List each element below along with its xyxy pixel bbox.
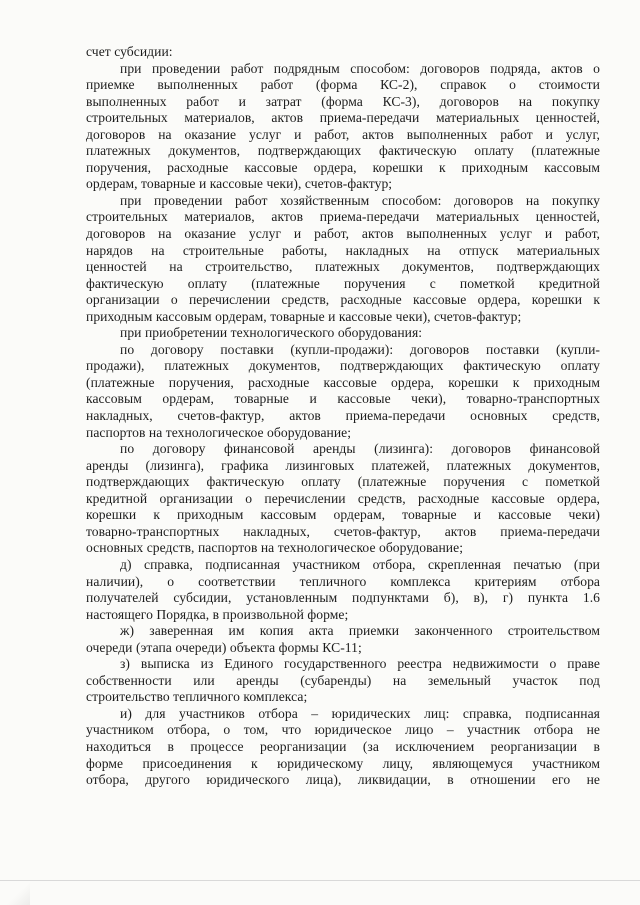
document-line: организации о перечислении средств, расходные кассовые ордера, корешки к [86, 292, 600, 308]
document-line: строительных материалов, актов приема-передачи материальных ценностей, [86, 209, 600, 225]
document-line: отбора, другого юридического лица), ликвидации, в отношении его не [86, 772, 600, 788]
document-line: получателей субсидии, установленным подпунктами б), в), г) пункта 1.6 [86, 590, 600, 606]
document-line: поручения, расходные кассовые ордера, корешки к приходным кассовым [86, 159, 600, 175]
document-line: договоров на оказание услуг и работ, актов выполненных работ и услуг, [86, 126, 600, 142]
document-line: участником отбора, о том, что юридическое лицо – участник отбора не [86, 722, 600, 738]
document-line: строительство тепличного комплекса; [86, 689, 308, 705]
document-line: находиться в процессе реорганизации (за исключением реорганизации в [86, 738, 600, 754]
document-line: выполненных работ и затрат (форма КС-3), договоров на покупку [86, 93, 600, 109]
document-line: приемке выполненных работ (форма КС-2), справок о стоимости [86, 77, 600, 93]
document-line: строительных материалов, актов приема-передачи материальных ценностей, [86, 110, 600, 126]
document-line: по договору финансовой аренды (лизинга): договоров финансовой [120, 441, 600, 457]
document-line: товарно-транспортных накладных, счетов-фактур, актов приема-передачи [86, 523, 600, 539]
document-line: нарядов на строительные работы, накладных на отпуск материальных [86, 242, 600, 258]
document-line: форме присоединения к юридическому лицу, являющемуся участником [86, 755, 600, 771]
document-line: платежных документов, подтверждающих фактическую оплату (платежные [86, 143, 600, 159]
document-line: ценностей на строительство, платежных документов, подтверждающих [86, 259, 600, 275]
document-line: при проведении работ хозяйственным способом: договоров на покупку [120, 192, 600, 208]
document-line: и) для участников отбора – юридических лиц: справка, подписанная [120, 705, 600, 721]
document-line: настоящего Порядка, в произвольной форме; [86, 606, 349, 622]
document-line: д) справка, подписанная участником отбора, скрепленная печатью (при [120, 556, 600, 572]
scan-edge-line [0, 880, 640, 881]
document-line: при приобретении технологического оборудования: [120, 325, 423, 341]
document-line: при проведении работ подрядным способом: договоров подряда, актов о [120, 60, 600, 76]
document-line: подтверждающих фактическую оплату (платежные поручения с пометкой [86, 474, 600, 490]
document-line: договоров на оказание услуг и работ, актов выполненных услуг и работ, [86, 226, 600, 242]
document-line: ж) заверенная им копия акта приемки законченного строительством [120, 623, 600, 639]
document-line: фактическую оплату (платежные поручения с пометкой кредитной [86, 275, 600, 291]
document-line: кассовым ордерам, товарные и кассовые чеки), товарно-транспортных [86, 391, 600, 407]
document-line: по договору поставки (купли-продажи): договоров поставки (купли- [120, 341, 600, 357]
document-line: паспортов на технологическое оборудование; [86, 424, 352, 440]
document-line: основных средств, паспортов на технологическое оборудование; [86, 540, 464, 556]
document-body-text [86, 44, 600, 789]
document-line: (платежные поручения, расходные кассовые ордера, корешки к приходным [86, 374, 600, 390]
document-line: з) выписка из Единого государственного реестра недвижимости о праве [120, 656, 600, 672]
document-line: счет субсидии: [86, 44, 173, 59]
document-line: приходным кассовым ордерам, товарные и кассовые чеки), счетов-фактур; [86, 308, 522, 324]
scan-corner-shadow [0, 875, 30, 905]
document-line: продажи), платежных документов, подтверждающих фактическую оплату [86, 358, 600, 374]
document-line: ордерам, товарные и кассовые чеки), счетов-фактур; [86, 176, 393, 192]
document-line: корешки к приходным кассовым ордерам, товарные и кассовые чеки) [86, 507, 600, 523]
document-line: наличии), о соответствии тепличного комплекса критериям отбора [86, 573, 600, 589]
document-line: очереди (этапа очереди) объекта формы КС-11; [86, 639, 362, 655]
document-line: собственности или аренды (субаренды) на земельный участок под [86, 672, 600, 688]
document-line: аренды (лизинга), графика лизинговых платежей, платежных документов, [86, 457, 600, 473]
document-line: кредитной организации о перечислении средств, расходные кассовые ордера, [86, 490, 600, 506]
document-line: накладных, счетов-фактур, актов приема-передачи основных средств, [86, 408, 600, 424]
